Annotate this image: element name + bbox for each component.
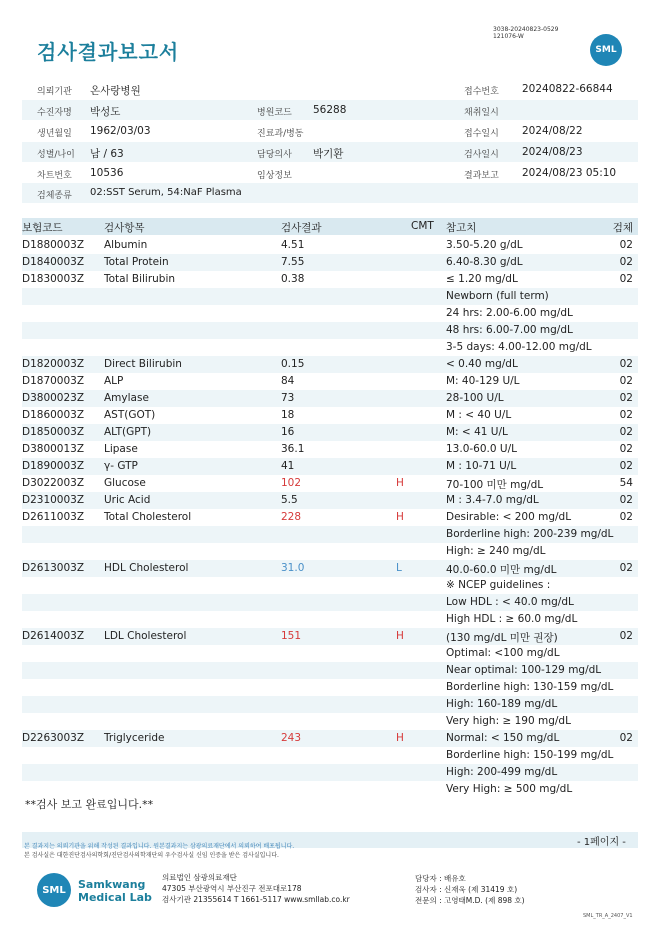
- cell-ref: < 0.40 mg/dL: [446, 358, 518, 370]
- cell-spec: 02: [619, 239, 633, 251]
- col-ref: 참고치: [446, 222, 477, 234]
- cell-code: D1870003Z: [22, 375, 85, 387]
- cell-code: D2613003Z: [22, 562, 85, 574]
- table-row: [22, 747, 638, 764]
- brand-name: Samkwang Medical Lab: [78, 878, 152, 904]
- cell-code: D1860003Z: [22, 409, 85, 421]
- cell-ref: Very High: ≥ 500 mg/dL: [446, 783, 573, 795]
- cell-name: Total Bilirubin: [104, 273, 176, 285]
- cell-result: 73: [281, 392, 295, 404]
- cell-flag: L: [396, 562, 402, 574]
- table-row: [22, 509, 638, 526]
- table-row: [22, 679, 638, 696]
- table-row: [22, 577, 638, 594]
- cell-code: D2611003Z: [22, 511, 85, 523]
- cell-result: 0.38: [281, 273, 305, 285]
- cell-spec: 02: [619, 443, 633, 455]
- table-row: [22, 713, 638, 730]
- cell-code: D3800013Z: [22, 443, 85, 455]
- receipt-no-value: 20240822-66844: [522, 83, 613, 95]
- birth-value: 1962/03/03: [90, 125, 151, 137]
- table-row: [22, 526, 638, 543]
- cell-result: 243: [281, 732, 302, 744]
- cell-ref: 24 hrs: 2.00-6.00 mg/dL: [446, 307, 573, 319]
- table-row: [22, 373, 638, 390]
- cell-name: γ- GTP: [104, 460, 138, 472]
- cell-ref: 6.40-8.30 g/dL: [446, 256, 523, 268]
- table-row: [22, 730, 638, 747]
- cell-spec: 02: [619, 494, 633, 506]
- report-complete-text: **검사 보고 완료입니다.**: [25, 798, 154, 811]
- cell-code: D1880003Z: [22, 239, 85, 251]
- table-row: [22, 662, 638, 679]
- table-row: [22, 305, 638, 322]
- page-title: 검사결과보고서: [37, 40, 180, 64]
- table-row: [22, 628, 638, 645]
- info-row: 검체종류 02:SST Serum, 54:NaF Plasma: [22, 183, 638, 203]
- cell-spec: 02: [619, 358, 633, 370]
- chart-no-value: 10536: [90, 167, 124, 179]
- cell-ref: ≤ 1.20 mg/dL: [446, 273, 518, 285]
- patient-value: 박성도: [90, 106, 121, 118]
- cell-spec: 02: [619, 732, 633, 744]
- cell-code: D2263003Z: [22, 732, 85, 744]
- cell-spec: 02: [619, 562, 633, 574]
- cell-ref: 48 hrs: 6.00-7.00 mg/dL: [446, 324, 573, 336]
- cell-ref: Very high: ≥ 190 mg/dL: [446, 715, 571, 727]
- cell-ref: Low HDL : < 40.0 mg/dL: [446, 596, 574, 608]
- report-date-value: 2024/08/23 05:10: [522, 167, 617, 179]
- cell-name: Glucose: [104, 477, 146, 489]
- cell-code: D1850003Z: [22, 426, 85, 438]
- cell-result: 31.0: [281, 562, 305, 574]
- report-code: 3038-20240823-0529 121076-W: [493, 26, 559, 40]
- cell-name: Triglyceride: [104, 732, 165, 744]
- info-row: 성별/나이 남 / 63 담당의사 박기환 검사일시 2024/08/23: [22, 142, 638, 162]
- cell-ref: Desirable: < 200 mg/dL: [446, 511, 572, 523]
- table-row: [22, 390, 638, 407]
- cell-name: ALT(GPT): [104, 426, 152, 438]
- info-row: 의뢰기관 온사랑병원 접수번호 20240822-66844: [37, 83, 613, 97]
- cell-flag: H: [396, 630, 404, 642]
- cell-ref: High: 160-189 mg/dL: [446, 698, 558, 710]
- cell-ref: M : 10-71 U/L: [446, 460, 517, 472]
- cell-name: Lipase: [104, 443, 138, 455]
- table-row: [22, 696, 638, 713]
- cell-ref: M: 40-129 U/L: [446, 375, 520, 387]
- cell-ref: High: 200-499 mg/dL: [446, 766, 558, 778]
- col-spec: 검체: [612, 222, 633, 234]
- table-row: [22, 237, 638, 254]
- cell-ref: M : < 40 U/L: [446, 409, 512, 421]
- specimen-value: 02:SST Serum, 54:NaF Plasma: [90, 187, 242, 198]
- table-row: [22, 322, 638, 339]
- cell-code: D1820003Z: [22, 358, 85, 370]
- cell-ref: 3.50-5.20 g/dL: [446, 239, 523, 251]
- cell-result: 151: [281, 630, 302, 642]
- table-row: [22, 543, 638, 560]
- cell-result: 7.55: [281, 256, 305, 268]
- cell-ref: 28-100 U/L: [446, 392, 504, 404]
- cell-spec: 02: [619, 426, 633, 438]
- cell-name: Direct Bilirubin: [104, 358, 182, 370]
- cell-ref: High HDL : ≥ 60.0 mg/dL: [446, 613, 578, 625]
- table-row: [22, 288, 638, 305]
- form-code: SML_TR_A_2407_V1: [583, 913, 633, 919]
- cell-code: D1890003Z: [22, 460, 85, 472]
- cell-code: D1840003Z: [22, 256, 85, 268]
- cell-ref: Newborn (full term): [446, 290, 549, 302]
- col-code: 보험코드: [22, 222, 63, 234]
- table-row: [22, 645, 638, 662]
- cell-result: 228: [281, 511, 302, 523]
- cell-spec: 02: [619, 392, 633, 404]
- cell-result: 102: [281, 477, 302, 489]
- doctor-value: 박기환: [313, 148, 344, 160]
- table-row: [22, 492, 638, 509]
- cell-name: AST(GOT): [104, 409, 156, 421]
- table-row: [22, 611, 638, 628]
- table-row: [22, 475, 638, 492]
- cell-ref: M : 3.4-7.0 mg/dL: [446, 494, 539, 506]
- cell-result: 36.1: [281, 443, 305, 455]
- cell-ref: 3-5 days: 4.00-12.00 mg/dL: [446, 341, 592, 353]
- cell-code: D3800023Z: [22, 392, 85, 404]
- cell-result: 41: [281, 460, 295, 472]
- table-row: [22, 407, 638, 424]
- cell-ref: Optimal: <100 mg/dL: [446, 647, 560, 659]
- table-row: [22, 560, 638, 577]
- receipt-date-value: 2024/08/22: [522, 125, 583, 137]
- cell-ref: Borderline high: 150-199 mg/dL: [446, 749, 614, 761]
- page-number: - 1페이지 -: [577, 837, 626, 848]
- cell-spec: 02: [619, 409, 633, 421]
- col-cmt: CMT: [411, 220, 434, 232]
- table-row: [22, 271, 638, 288]
- table-row: [22, 764, 638, 781]
- info-row: 차트번호 10536 임상정보 결과보고 2024/08/23 05:10: [37, 167, 617, 181]
- sml-logo: SML: [37, 873, 71, 907]
- cell-ref: M: < 41 U/L: [446, 426, 508, 438]
- table-row: [22, 594, 638, 611]
- cell-name: Amylase: [104, 392, 149, 404]
- cell-spec: 02: [619, 256, 633, 268]
- footer-note: 본 검사실은 대한진단검사의학회/진단검사의학재단의 우수검사실 신임 인증을 받은 검사실입니다.: [24, 852, 279, 859]
- cell-spec: 02: [619, 511, 633, 523]
- cell-ref: (130 mg/dL 미만 권장): [446, 632, 558, 644]
- hospital-code-value: 56288: [313, 104, 347, 116]
- table-row: [22, 356, 638, 373]
- cell-flag: H: [396, 477, 404, 489]
- cell-ref: High: ≥ 240 mg/dL: [446, 545, 546, 557]
- cell-name: ALP: [104, 375, 124, 387]
- results-table-header: [22, 218, 638, 235]
- cell-result: 18: [281, 409, 295, 421]
- cell-spec: 02: [619, 460, 633, 472]
- table-row: [22, 254, 638, 271]
- table-row: [22, 441, 638, 458]
- col-result: 검사결과: [281, 222, 322, 234]
- cell-flag: H: [396, 511, 404, 523]
- cell-spec: 02: [619, 273, 633, 285]
- sex-age-value: 남 / 63: [90, 148, 124, 160]
- cell-ref: Near optimal: 100-129 mg/dL: [446, 664, 602, 676]
- cell-spec: 02: [619, 375, 633, 387]
- cell-name: HDL Cholesterol: [104, 562, 189, 574]
- footer-note: 본 결과지는 의뢰기관을 위해 작성된 결과입니다. 원본결과지는 삼광의료재단에서 의뢰하여 배포됩니다.: [24, 843, 295, 850]
- cell-flag: H: [396, 732, 404, 744]
- cell-code: D2614003Z: [22, 630, 85, 642]
- table-row: [22, 339, 638, 356]
- org-info: 의료법인 삼광의료재단 47305 부산광역시 부산진구 전포대로178 검사기관 21355614 T 1661-5117 www.smllab.co.kr: [162, 873, 350, 904]
- sml-logo: SML: [590, 34, 622, 66]
- cell-result: 16: [281, 426, 295, 438]
- cell-ref: ※ NCEP guidelines :: [446, 579, 551, 591]
- cell-result: 5.5: [281, 494, 298, 506]
- cell-ref: Borderline high: 130-159 mg/dL: [446, 681, 614, 693]
- cell-ref: 70-100 미만 mg/dL: [446, 479, 544, 491]
- cell-result: 4.51: [281, 239, 305, 251]
- cell-spec: 54: [619, 477, 633, 489]
- cell-name: Uric Acid: [104, 494, 151, 506]
- cell-ref: 13.0-60.0 U/L: [446, 443, 517, 455]
- cell-result: 84: [281, 375, 295, 387]
- cell-ref: 40.0-60.0 미만 mg/dL: [446, 564, 557, 576]
- cell-code: D3022003Z: [22, 477, 85, 489]
- table-row: [22, 424, 638, 441]
- cell-name: Albumin: [104, 239, 148, 251]
- col-name: 검사항목: [104, 222, 145, 234]
- cell-ref: Borderline high: 200-239 mg/dL: [446, 528, 614, 540]
- cell-name: LDL Cholesterol: [104, 630, 187, 642]
- info-row: 생년월일 1962/03/03 진료과/병동 접수일시 2024/08/22: [37, 125, 583, 139]
- cell-spec: 02: [619, 630, 633, 642]
- cell-code: D2310003Z: [22, 494, 85, 506]
- cell-code: D1830003Z: [22, 273, 85, 285]
- cell-name: Total Cholesterol: [104, 511, 192, 523]
- table-row: [22, 458, 638, 475]
- cell-result: 0.15: [281, 358, 305, 370]
- info-row: 수진자명 박성도 병원코드 56288 채취일시: [22, 100, 638, 120]
- cell-name: Total Protein: [104, 256, 169, 268]
- staff-info: 담당자 : 배유호 검사자 : 신재욱 (제 31419 호) 전문의 : 고영태M.D. (제 898 호): [415, 874, 525, 905]
- test-date-value: 2024/08/23: [522, 146, 583, 158]
- hospital-value: 온사랑병원: [90, 85, 141, 97]
- cell-ref: Normal: < 150 mg/dL: [446, 732, 560, 744]
